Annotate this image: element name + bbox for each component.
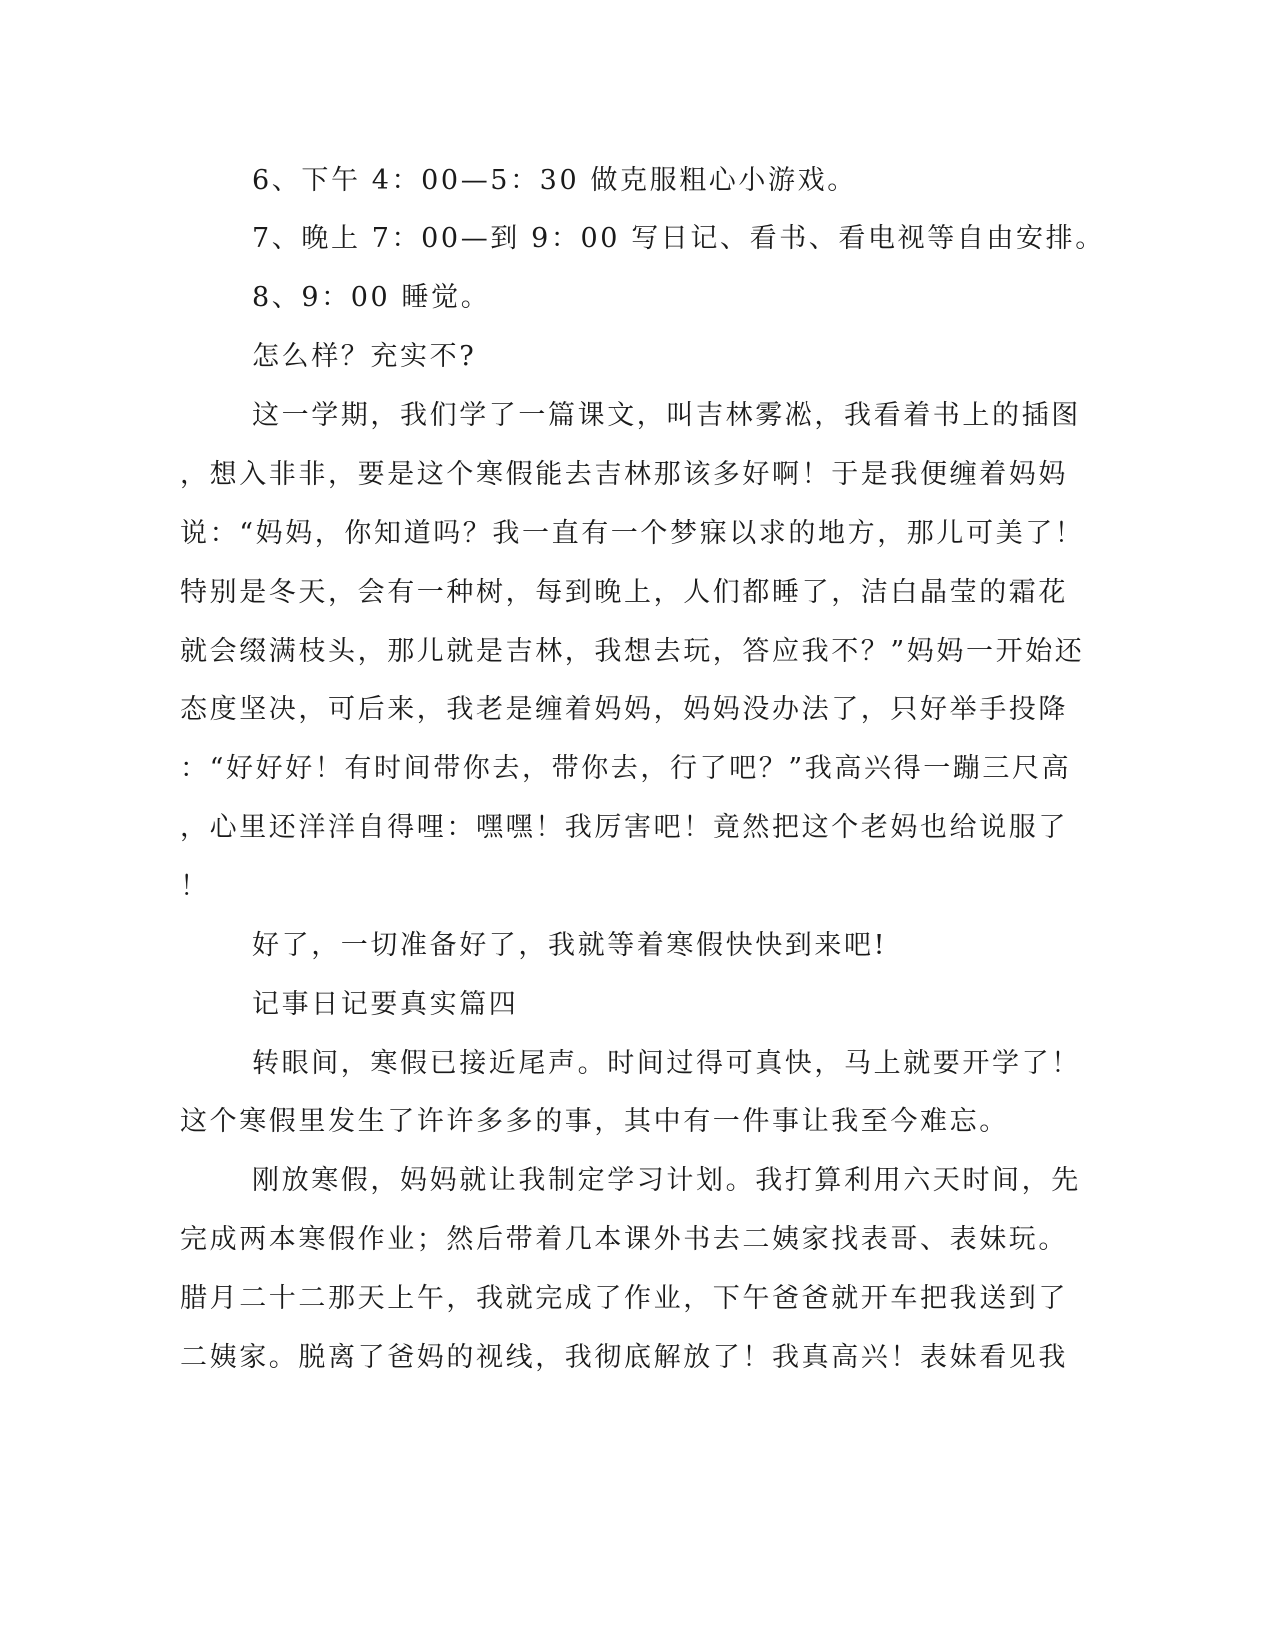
text-line: 完成两本寒假作业；然后带着几本课外书去二姨家找表哥、表妹玩。 xyxy=(180,1224,1068,1255)
text-line: ，心里还洋洋自得哩：嘿嘿！我厉害吧！竟然把这个老妈也给说服了 xyxy=(180,812,1068,843)
text-line: ：“好好好！有时间带你去，带你去，行了吧？”我高兴得一蹦三尺高 xyxy=(180,753,1072,784)
text-line: 8、9：00 睡觉。 xyxy=(252,282,491,313)
text-line: ，想入非非，要是这个寒假能去吉林那该多好啊！于是我便缠着妈妈 xyxy=(180,459,1068,490)
text-line: 好了，一切准备好了，我就等着寒假快快到来吧! xyxy=(252,930,888,961)
text-line: 刚放寒假，妈妈就让我制定学习计划。我打算利用六天时间，先 xyxy=(252,1165,1081,1196)
text-line: 态度坚决，可后来，我老是缠着妈妈，妈妈没办法了，只好举手投降 xyxy=(180,694,1068,725)
text-line: 这个寒假里发生了许许多多的事，其中有一件事让我至今难忘。 xyxy=(180,1106,1009,1137)
text-line: 怎么样？充实不? xyxy=(252,341,477,372)
text-line: 7、晚上 7：00—到 9：00 写日记、看书、看电视等自由安排。 xyxy=(252,223,1105,254)
text-line: 这一学期，我们学了一篇课文，叫吉林雾凇，我看着书上的插图 xyxy=(252,400,1081,431)
section-heading: 记事日记要真实篇四 xyxy=(252,989,519,1020)
text-line: ！ xyxy=(180,871,210,902)
text-line: 腊月二十二那天上午，我就完成了作业，下午爸爸就开车把我送到了 xyxy=(180,1283,1068,1314)
text-line: 6、下午 4：00—5：30 做克服粗心小游戏。 xyxy=(252,165,857,196)
text-line: 二姨家。脱离了爸妈的视线，我彻底解放了！我真高兴！表妹看见我 xyxy=(180,1342,1068,1373)
text-line: 就会缀满枝头，那儿就是吉林，我想去玩，答应我不？”妈妈一开始还 xyxy=(180,636,1085,667)
text-line: 特别是冬天，会有一种树，每到晚上，人们都睡了，洁白晶莹的霜花 xyxy=(180,577,1068,608)
text-line: 说：“妈妈，你知道吗？我一直有一个梦寐以求的地方，那儿可美了！ xyxy=(180,518,1085,549)
text-line: 转眼间，寒假已接近尾声。时间过得可真快，马上就要开学了！ xyxy=(252,1048,1081,1079)
